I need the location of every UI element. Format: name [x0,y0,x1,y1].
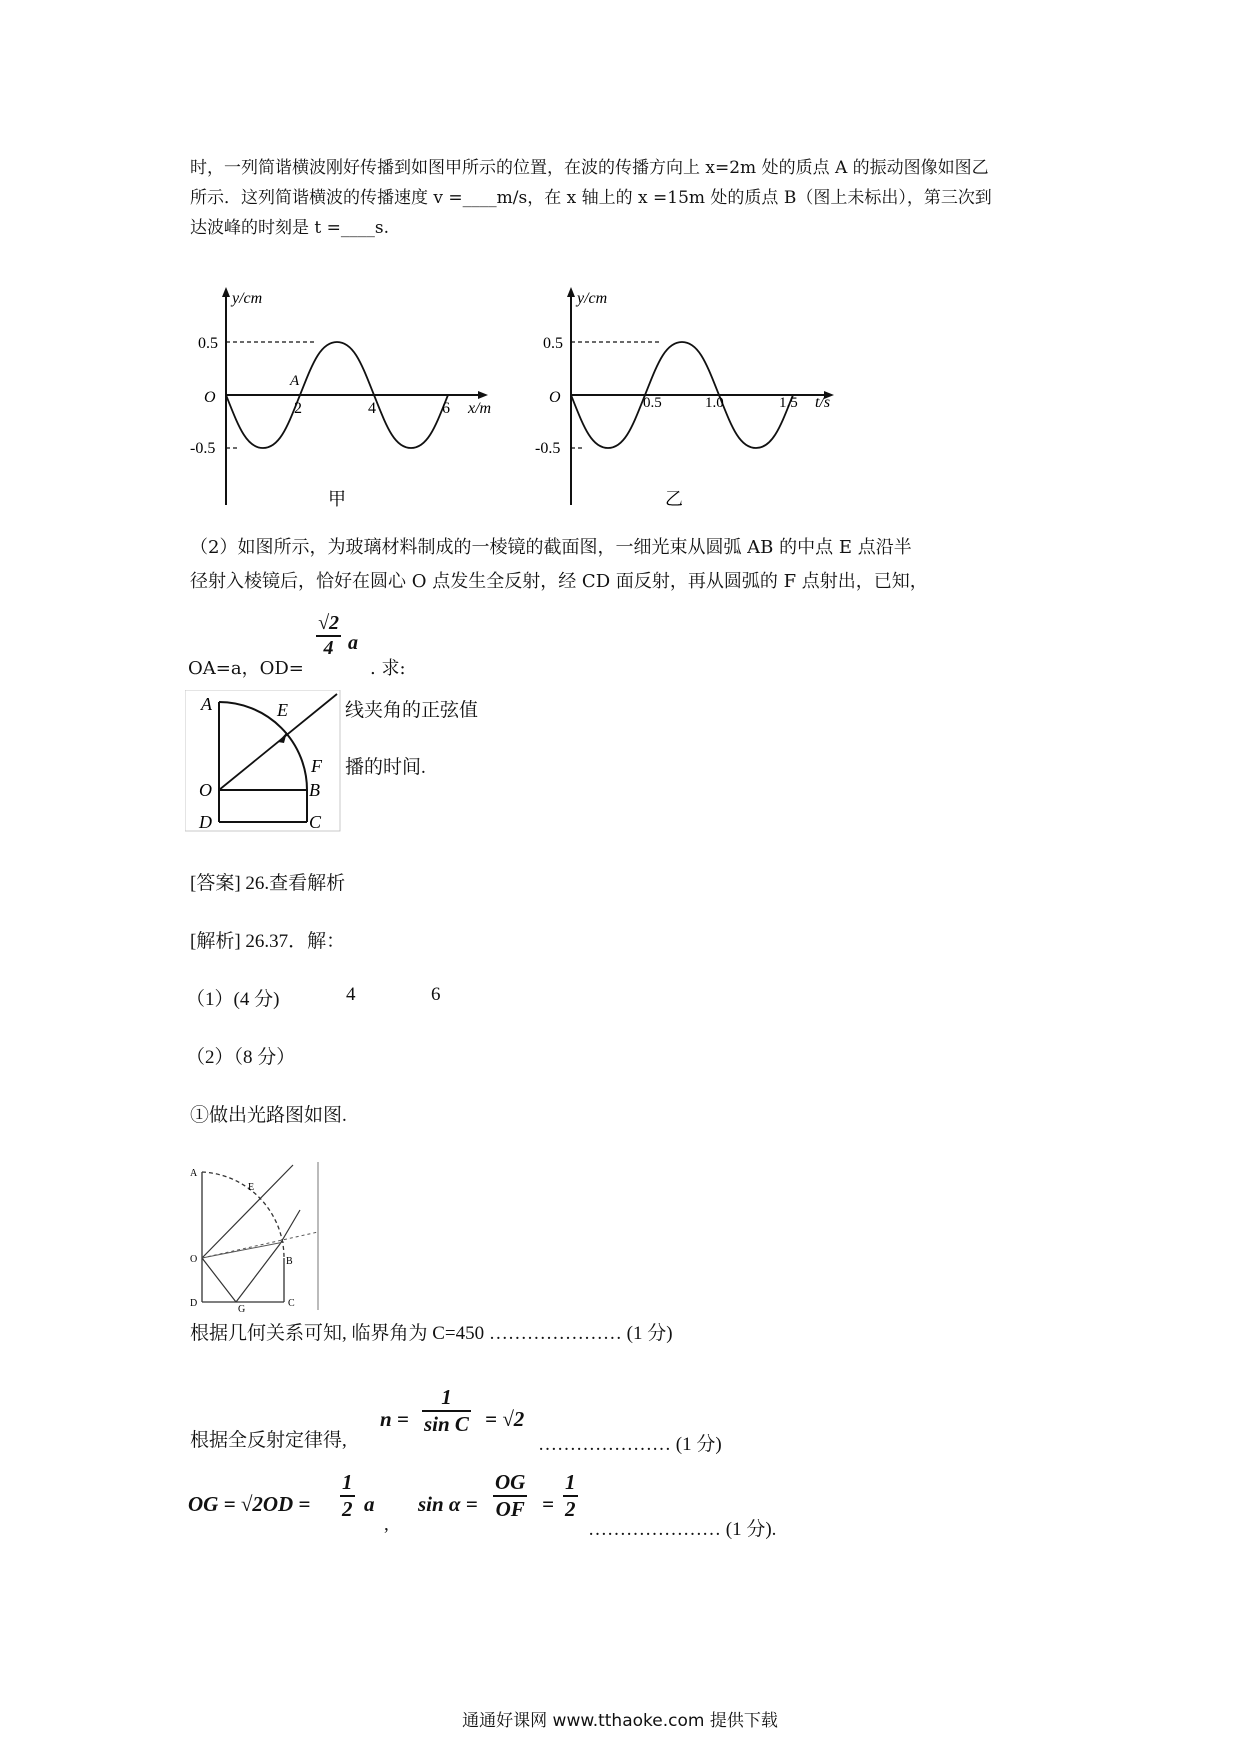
footer-text: 通通好课网 www.tthaoke.com 提供下载 [462,1711,778,1731]
light-path-diagram [188,1160,323,1312]
y-tick-neg-0.5: -0.5 [535,440,561,457]
point-a-label: A [290,373,300,389]
given-suffix: . 求: [370,658,406,679]
t-tick-1.0: 1.0 [705,395,724,411]
y-tick-0.5: 0.5 [198,335,218,352]
y-tick-0.5: 0.5 [543,335,563,352]
prism-figure [185,690,345,835]
origin-label: O [549,389,561,406]
label-o: O [190,1254,198,1265]
wave-graph-jia [180,285,510,525]
part2-line-1: （2）如图所示，为玻璃材料制成的一棱镜的截面图，一细光束从圆弧 AB 的中点 E 点沿半 [190,537,912,558]
wave-graph-yi [525,285,865,525]
label-c: C [309,812,322,832]
y-tick-neg-0.5: -0.5 [190,440,216,457]
origin-label: O [204,389,216,406]
y-axis-label: y/cm [232,290,263,307]
intro-line-3: 达波峰的时刻是 t =____s. [190,218,390,238]
sin-lhs: sin α = [418,1492,478,1516]
question-1-fragment: 线夹角的正弦值 [345,700,479,721]
caption-yi: 乙 [665,489,683,509]
og-comma: , [384,1514,389,1535]
label-b: B [309,780,320,800]
label-a: A [201,694,212,714]
t-axis-label: t/s [815,394,831,411]
x-tick-2: 2 [294,400,302,417]
x-tick-6: 6 [442,400,450,417]
od-fraction: $\frac{√2}{4}$ [318,612,339,659]
label-e: E [277,700,288,720]
n-fraction: $\frac{1}{\text{sin C}}$ [424,1385,469,1436]
label-b: B [286,1256,293,1267]
question-2-fragment: 播的时间. [345,757,426,778]
label-a: A [190,1168,198,1179]
part2-label: （2）（8 分） [186,1047,296,1068]
label-d: D [199,812,212,832]
caption-jia: 甲 [328,489,346,509]
label-o: O [199,780,212,800]
n-rhs: = √2 [485,1407,525,1431]
part1-label: （1）(4 分) [186,989,280,1010]
analysis-line: [解析] 26.37．解： [190,931,346,952]
part1-speed: 4 [346,984,356,1005]
label-d: D [190,1298,198,1309]
label-g: G [238,1304,246,1312]
sin-fraction: $\frac{OG}{OF}$ [495,1470,526,1521]
part1-time: 6 [431,984,441,1005]
sin-value-fraction: $\frac{1}{2}$ [565,1470,576,1521]
intro-line-2: 所示．这列简谐横波的传播速度 v =____m/s，在 x 轴上的 x =15m 处的质点 B（图上未标出），第三次到 [190,188,992,208]
sin-alpha-line [188,1470,788,1550]
label-e: E [248,1182,255,1193]
og-var: a [364,1492,375,1516]
part2-line-2: 径射入棱镜后，恰好在圆心 O 点发生全反射，经 CD 面反射，再从圆弧的 F 点射出，已知， [190,571,928,592]
t-tick-0.5: 0.5 [643,395,662,411]
critical-angle-line: 根据几何关系可知, 临界角为 C=450 ………………… (1 分) [190,1323,673,1344]
label-f: F [311,756,322,776]
given-prefix: OA=a，OD= [188,658,304,679]
label-c: C [288,1298,295,1309]
part1-answer [186,984,441,1011]
sin-suffix: ………………… (1 分). [588,1519,777,1540]
refraction-prefix: 根据全反射定律得, [190,1430,347,1451]
y-axis-label: y/cm [577,290,608,307]
od-var: a [348,632,358,654]
x-tick-4: 4 [368,400,376,417]
refraction-suffix: ………………… (1 分) [538,1434,722,1455]
intro-line-1: 时，一列简谐横波刚好传播到如图甲所示的位置，在波的传播方向上 x=2m 处的质点 A 的振动图像如图乙 [190,158,989,178]
og-fraction: $\frac{1}{2}$ [342,1470,353,1521]
x-axis-label: x/m [468,400,492,417]
answer-line: [答案] 26.查看解析 [190,873,346,894]
n-lhs: n = [380,1407,409,1431]
t-tick-1.5: 1.5 [779,395,798,411]
sin-eq: = [542,1492,554,1516]
og-lhs: OG = √2OD = [188,1492,311,1516]
step-1: ①做出光路图如图. [190,1105,347,1126]
refraction-line [190,1385,750,1475]
